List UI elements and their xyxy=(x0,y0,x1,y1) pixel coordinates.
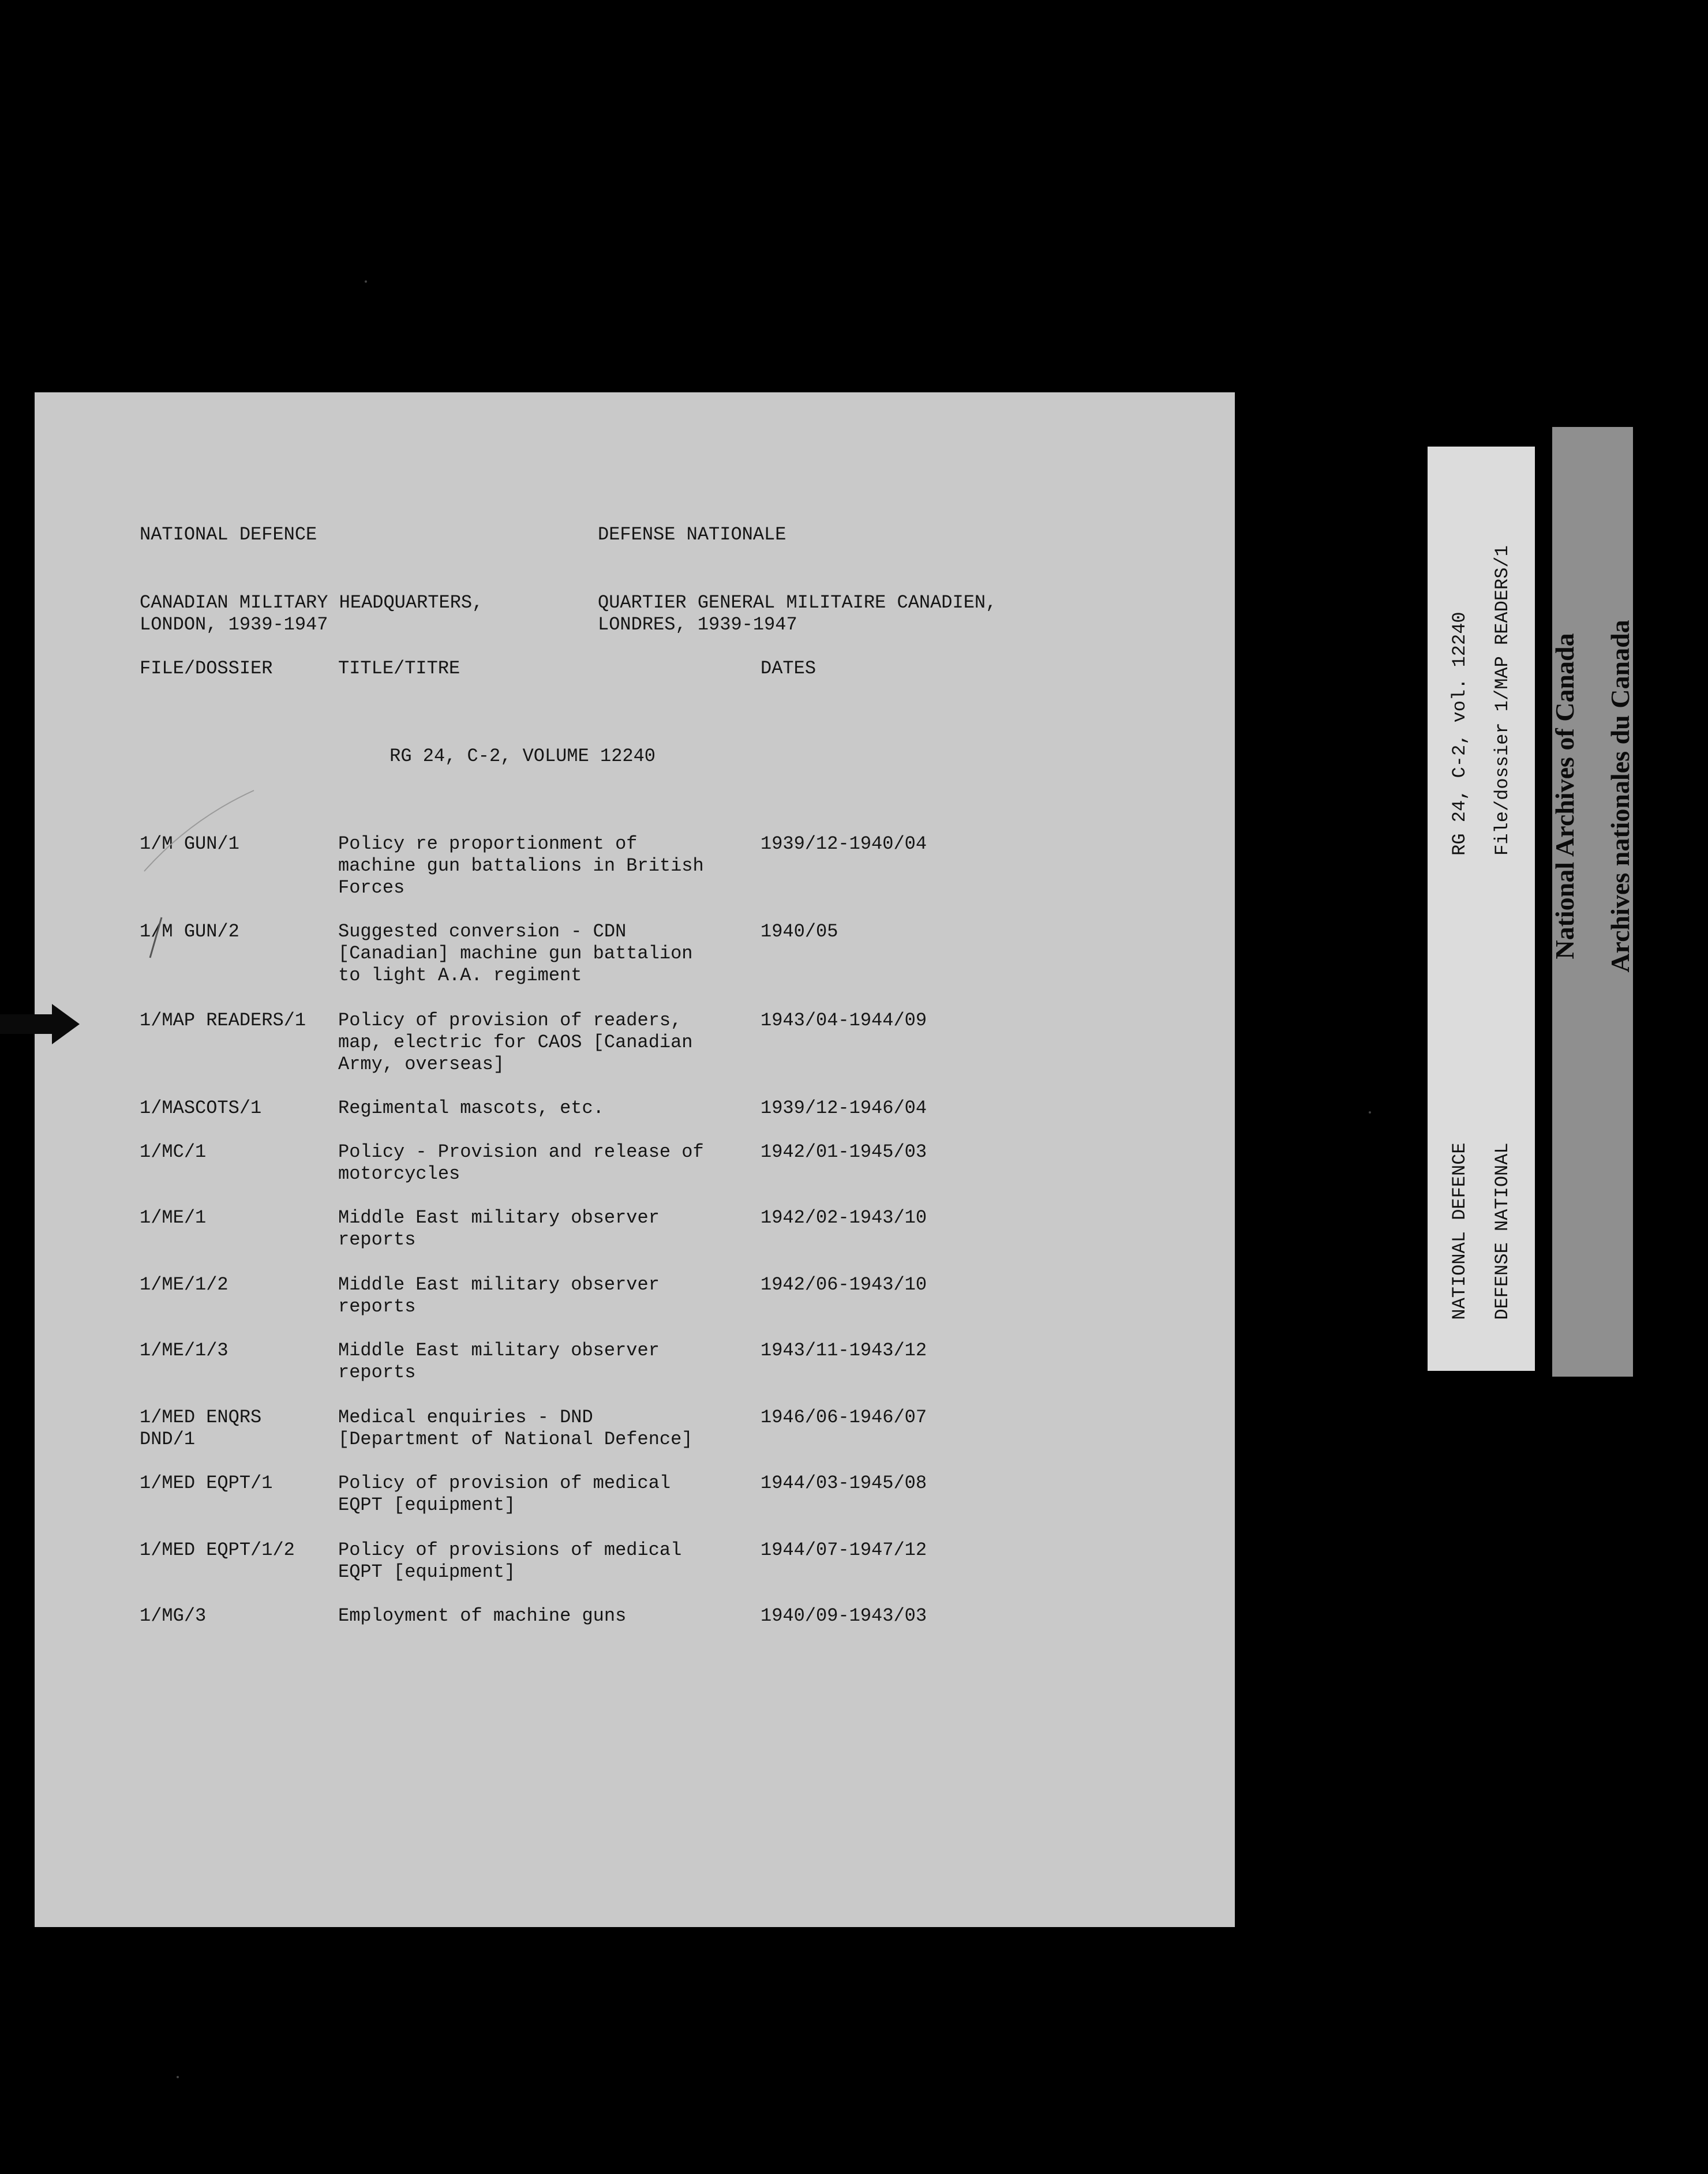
archive-label-text xyxy=(1526,620,1659,972)
row-dates: 1943/11-1943/12 xyxy=(761,1340,927,1361)
row-dates: 1944/03-1945/08 xyxy=(761,1472,927,1494)
file-label-top xyxy=(1428,545,1535,856)
archive-label xyxy=(1552,427,1633,1377)
row-title: Middle East military observer reports xyxy=(338,1340,660,1383)
header-right-line1: DEFENSE NATIONALE xyxy=(598,524,786,545)
row-dates: 1943/04-1944/09 xyxy=(761,1010,927,1031)
row-dates: 1942/02-1943/10 xyxy=(761,1207,927,1228)
dust-speck xyxy=(1369,1111,1371,1114)
dust-speck xyxy=(177,2076,179,2078)
column-header-file: FILE/DOSSIER xyxy=(140,658,273,679)
row-file: 1/MAP READERS/1 xyxy=(140,1010,306,1031)
row-dates: 1940/09-1943/03 xyxy=(761,1605,927,1626)
row-file: 1/MASCOTS/1 xyxy=(140,1097,262,1119)
row-dates: 1940/05 xyxy=(761,921,838,942)
row-dates: 1942/06-1943/10 xyxy=(761,1274,927,1295)
header-right-line2: QUARTIER GENERAL MILITAIRE CANADIEN, xyxy=(598,592,997,613)
column-header-dates: DATES xyxy=(761,658,816,679)
row-title: Middle East military observer reports xyxy=(338,1207,660,1250)
row-title: Policy of provisions of medical EQPT [equipment] xyxy=(338,1539,682,1583)
row-title: Policy re proportionment of machine gun battalions in British Forces xyxy=(338,833,704,898)
row-title: Policy of provision of medical EQPT [equipment] xyxy=(338,1472,671,1516)
row-title: Employment of machine guns xyxy=(338,1605,627,1626)
row-file: 1/MED ENQRS DND/1 xyxy=(140,1407,262,1450)
file-label-volume: RG 24, C-2, vol. 12240 xyxy=(1449,612,1470,856)
file-label-bottom xyxy=(1428,1142,1535,1320)
row-title: Suggested conversion - CDN [Canadian] machine gun battalion to light A.A. regiment xyxy=(338,921,693,986)
row-dates: 1939/12-1946/04 xyxy=(761,1097,927,1119)
header-left-line3: LONDON, 1939-1947 xyxy=(140,614,328,635)
document-page xyxy=(35,392,1235,1927)
row-file: 1/ME/1/3 xyxy=(140,1340,229,1361)
file-label-dept-fr: DEFENSE NATIONAL xyxy=(1492,1142,1513,1320)
row-dates: 1942/01-1945/03 xyxy=(761,1141,927,1163)
row-file: 1/M GUN/1 xyxy=(140,833,239,854)
header-left-line2: CANADIAN MILITARY HEADQUARTERS, xyxy=(140,592,484,613)
row-file: 1/ME/1/2 xyxy=(140,1274,229,1295)
row-title: Policy - Provision and release of motorcycles xyxy=(338,1141,704,1185)
volume-heading: RG 24, C-2, VOLUME 12240 xyxy=(389,745,656,767)
archive-name-fr: Archives nationales du Canada xyxy=(1605,620,1635,973)
column-header-title: TITLE/TITRE xyxy=(338,658,460,679)
row-file: 1/MED EQPT/1/2 xyxy=(140,1539,295,1561)
header-right-line3: LONDRES, 1939-1947 xyxy=(598,614,797,635)
row-dates: 1946/06-1946/07 xyxy=(761,1407,927,1428)
row-title: Middle East military observer reports xyxy=(338,1274,660,1317)
row-title: Policy of provision of readers, map, electric for CAOS [Canadian Army, overseas] xyxy=(338,1010,693,1075)
row-file: 1/MG/3 xyxy=(140,1605,207,1626)
header-left-line1: NATIONAL DEFENCE xyxy=(140,524,317,545)
file-label-strip xyxy=(1428,447,1535,1371)
row-dates: 1944/07-1947/12 xyxy=(761,1539,927,1561)
row-title: Medical enquiries - DND [Department of National Defence] xyxy=(338,1407,693,1450)
row-dates: 1939/12-1940/04 xyxy=(761,833,927,854)
pencil-mark xyxy=(121,785,260,981)
archive-name-en: National Archives of Canada xyxy=(1550,633,1579,959)
file-label-dept-en: NATIONAL DEFENCE xyxy=(1449,1142,1470,1320)
row-file: 1/MED EQPT/1 xyxy=(140,1472,273,1494)
row-file: 1/M GUN/2 xyxy=(140,921,239,942)
arrow-right-icon xyxy=(0,1004,81,1044)
row-file: 1/MC/1 xyxy=(140,1141,207,1163)
row-title: Regimental mascots, etc. xyxy=(338,1097,604,1119)
dust-speck xyxy=(365,280,367,283)
row-file: 1/ME/1 xyxy=(140,1207,207,1228)
file-label-file: File/dossier 1/MAP READERS/1 xyxy=(1492,545,1513,856)
